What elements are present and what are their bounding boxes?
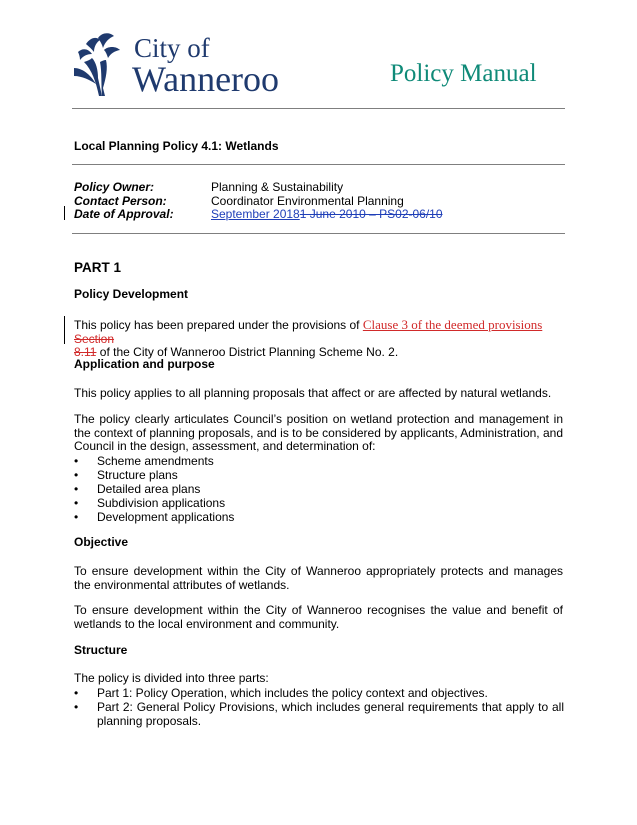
title-divider — [72, 164, 565, 165]
date-old-value: 1 June 2010 – PS02-06/10 — [299, 207, 443, 221]
objective-para-2: To ensure development within the City of Wanneroo recognises the value and benefit of wetlands to the local environment and community. — [74, 603, 563, 631]
application-para-2: The policy clearly articulates Council’s position on wetland protection and management in the context of planning proposals, and is to be considered by applicants, Administration, and Council in the design, assessment, and determination of: — [74, 412, 563, 454]
document-title: Local Planning Policy 4.1: Wetlands — [74, 139, 279, 153]
bullet-dot-icon: • — [74, 700, 79, 714]
policy-development-heading: Policy Development — [74, 287, 189, 301]
list-item: • Detailed area plans — [74, 482, 201, 496]
manual-title: Policy Manual — [390, 60, 537, 87]
list-item: • Structure plans — [74, 468, 178, 482]
application-heading: Application and purpose — [74, 357, 215, 371]
provisions-deleted-section: Section — [74, 331, 115, 346]
provisions-deleted-number: 8.11 — [74, 345, 97, 360]
list-item: • Subdivision applications — [74, 496, 226, 510]
owner-label: Policy Owner: — [74, 180, 155, 194]
owner-value: Planning & Sustainability — [211, 180, 344, 194]
structure-heading: Structure — [74, 643, 128, 657]
contact-value: Coordinator Environmental Planning — [211, 193, 404, 208]
city-logo — [72, 30, 287, 100]
application-list — [74, 454, 564, 524]
bullet-dot-icon: • — [74, 510, 79, 524]
contact-label: Contact Person: — [74, 193, 167, 208]
logo-text-wanneroo: Wanneroo — [132, 59, 280, 99]
logo-text-city-of: City of — [134, 33, 210, 63]
objective-heading: Objective — [74, 535, 129, 549]
header-divider — [72, 108, 565, 109]
provisions-inserted: Clause 3 of the deemed provisions — [362, 317, 543, 332]
bullet-dot-icon: • — [74, 482, 79, 496]
list-item: • Part 1: Policy Operation, which includes the policy context and objectives. — [74, 686, 488, 700]
list-item: • Part 2: General Policy Provisions, which includes general requirements that apply to all planning proposals. — [74, 700, 564, 728]
structure-intro: The policy is divided into three parts: — [74, 671, 269, 685]
change-bar-date — [64, 206, 65, 220]
list-item: • Development applications — [74, 510, 235, 524]
bullet-dot-icon: • — [74, 686, 79, 700]
bullet-dot-icon: • — [74, 496, 79, 510]
policy-development-text — [74, 318, 563, 360]
bullet-dot-icon: • — [74, 468, 79, 482]
application-para-1: This policy applies to all planning proposals that affect or are affected by natural wetlands. — [74, 386, 552, 400]
meta-divider — [72, 233, 565, 234]
part-heading: PART 1 — [74, 260, 122, 275]
provisions-text-before: This policy has been prepared under the provisions of — [74, 318, 363, 332]
kangaroo-paw-icon — [72, 32, 128, 98]
objective-para-1: To ensure development within the City of Wanneroo appropriately protects and manages the environmental attributes of wetlands. — [74, 564, 563, 592]
change-bar-provisions — [64, 316, 65, 344]
date-new-value[interactable]: September 2018 — [211, 207, 300, 221]
list-item: • Scheme amendments — [74, 454, 214, 468]
bullet-dot-icon: • — [74, 454, 79, 468]
structure-list — [74, 686, 564, 728]
date-label: Date of Approval: — [74, 207, 174, 221]
provisions-text-after: of the City of Wanneroo District Planning Scheme No. 2. — [96, 345, 399, 360]
policy-metadata — [74, 180, 554, 221]
